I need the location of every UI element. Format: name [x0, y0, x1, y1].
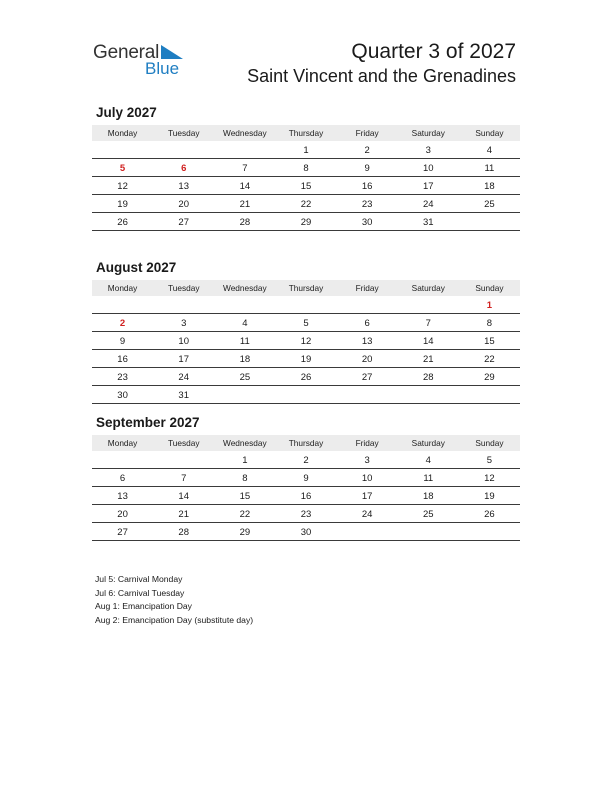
- page-title: Quarter 3 of 2027: [351, 40, 516, 63]
- day-cell: 16: [361, 181, 373, 192]
- week-row: [92, 213, 520, 231]
- day-cell: 21: [178, 509, 189, 520]
- day-cell: 9: [119, 336, 126, 347]
- day-cell: 7: [425, 318, 431, 329]
- day-cell: 26: [484, 509, 495, 520]
- week-row: [92, 386, 520, 404]
- day-cell: 1: [303, 145, 309, 156]
- month-september: [92, 414, 520, 541]
- weekday-label: Sunday: [475, 128, 504, 138]
- day-cell: 6: [364, 318, 370, 329]
- day-cell: 14: [239, 181, 251, 192]
- day-cell: 31: [178, 390, 189, 401]
- weekday-header-row: [92, 435, 520, 451]
- day-cell: 9: [364, 163, 370, 174]
- day-cell-empty: [214, 386, 275, 403]
- day-cell: 24: [178, 372, 189, 383]
- day-cell: 25: [239, 372, 251, 383]
- day-cell: 25: [484, 199, 495, 210]
- day-cell: 1: [242, 455, 248, 466]
- day-cell: 27: [117, 527, 128, 538]
- day-cell-empty: [92, 451, 153, 468]
- day-cell: 10: [422, 163, 434, 174]
- day-cell: 20: [178, 199, 189, 210]
- day-cell: 20: [361, 354, 373, 365]
- holiday-note: Jul 6: Carnival Tuesday: [95, 587, 185, 598]
- weekday-header-row: [92, 280, 520, 296]
- weekday-label: Tuesday: [167, 128, 200, 138]
- day-cell: 24: [361, 509, 373, 520]
- day-cell: 2: [119, 318, 126, 329]
- day-cell: 19: [300, 354, 312, 365]
- week-row: [92, 141, 520, 159]
- day-cell-empty: [337, 523, 398, 540]
- day-cell: 5: [119, 163, 126, 174]
- logo-triangle-icon: [161, 45, 183, 59]
- week-row: [92, 368, 520, 386]
- weekday-label: Sunday: [475, 438, 504, 448]
- holiday-note: Aug 1: Emancipation Day: [95, 601, 192, 612]
- day-cell: 30: [300, 527, 312, 538]
- page-subtitle: Saint Vincent and the Grenadines: [247, 66, 516, 86]
- day-cell: 29: [484, 372, 495, 383]
- day-cell: 31: [422, 217, 434, 228]
- day-cell: 15: [300, 181, 312, 192]
- day-cell: 12: [484, 473, 495, 484]
- day-cell-empty: [214, 141, 275, 158]
- day-cell-empty: [153, 141, 214, 158]
- day-cell: 28: [239, 217, 251, 228]
- weekday-label: Wednesday: [223, 438, 267, 448]
- week-row: [92, 487, 520, 505]
- day-cell: 18: [422, 491, 434, 502]
- day-cell: 15: [484, 336, 495, 347]
- weekday-label: Thursday: [288, 283, 324, 293]
- holiday-note: Aug 2: Emancipation Day (substitute day): [95, 614, 254, 625]
- day-cell: 29: [300, 217, 312, 228]
- day-cell: 12: [300, 336, 312, 347]
- day-cell: 28: [422, 372, 434, 383]
- day-cell: 6: [181, 163, 187, 174]
- day-cell: 22: [300, 199, 312, 210]
- day-cell: 4: [242, 318, 248, 329]
- week-row: [92, 451, 520, 469]
- day-cell: 29: [239, 527, 251, 538]
- day-cell: 6: [119, 473, 126, 484]
- day-cell: 28: [178, 527, 189, 538]
- week-row: [92, 350, 520, 368]
- week-row: [92, 177, 520, 195]
- month-august: [92, 259, 520, 404]
- day-cell: 4: [486, 145, 493, 156]
- day-cell: 9: [303, 473, 309, 484]
- day-cell-empty: [459, 523, 520, 540]
- day-cell-empty: [459, 213, 520, 230]
- day-cell-empty: [337, 386, 398, 403]
- day-cell: 15: [239, 491, 251, 502]
- day-cell-empty: [92, 141, 153, 158]
- day-cell: 13: [178, 181, 189, 192]
- day-cell: 8: [486, 318, 493, 329]
- weekday-label: Sunday: [475, 283, 504, 293]
- day-cell-empty: [275, 296, 336, 313]
- day-cell: 10: [361, 473, 373, 484]
- week-row: [92, 296, 520, 314]
- week-row: [92, 159, 520, 177]
- day-cell-empty: [214, 296, 275, 313]
- day-cell: 11: [484, 163, 495, 174]
- day-cell: 16: [300, 491, 312, 502]
- day-cell: 18: [239, 354, 251, 365]
- weekday-label: Monday: [107, 438, 138, 448]
- logo: [93, 42, 193, 78]
- weekday-label: Saturday: [411, 283, 445, 293]
- weekday-label: Saturday: [411, 128, 445, 138]
- day-cell-empty: [459, 386, 520, 403]
- weekday-header-row: [92, 125, 520, 141]
- logo-word-general: General: [93, 42, 160, 63]
- day-cell: 14: [178, 491, 189, 502]
- day-cell: 23: [361, 199, 373, 210]
- day-cell: 24: [422, 199, 434, 210]
- day-cell: 11: [423, 473, 434, 484]
- day-cell-empty: [92, 296, 153, 313]
- weekday-label: Tuesday: [167, 283, 200, 293]
- day-cell: 26: [300, 372, 312, 383]
- day-cell-empty: [398, 523, 459, 540]
- day-cell: 10: [178, 336, 189, 347]
- day-cell-empty: [153, 451, 214, 468]
- day-cell: 12: [117, 181, 128, 192]
- month-title: August 2027: [96, 260, 177, 275]
- day-cell: 13: [361, 336, 373, 347]
- weekday-label: Tuesday: [167, 438, 200, 448]
- week-row: [92, 523, 520, 541]
- day-cell: 3: [181, 318, 187, 329]
- day-cell: 21: [239, 199, 251, 210]
- month-title: September 2027: [96, 415, 200, 430]
- weekday-label: Monday: [107, 128, 138, 138]
- day-cell: 21: [422, 354, 434, 365]
- week-row: [92, 469, 520, 487]
- week-row: [92, 332, 520, 350]
- day-cell: 30: [361, 217, 373, 228]
- day-cell: 8: [303, 163, 309, 174]
- day-cell: 19: [484, 491, 495, 502]
- day-cell: 7: [242, 163, 248, 174]
- day-cell: 5: [486, 455, 493, 466]
- day-cell: 17: [361, 491, 373, 502]
- day-cell: 14: [422, 336, 434, 347]
- weekday-label: Thursday: [288, 128, 324, 138]
- day-cell: 3: [364, 455, 370, 466]
- weekday-label: Friday: [355, 128, 379, 138]
- holiday-note: Jul 5: Carnival Monday: [95, 574, 183, 584]
- day-cell: 20: [117, 509, 128, 520]
- day-cell: 23: [300, 509, 312, 520]
- day-cell: 23: [117, 372, 128, 383]
- day-cell: 5: [303, 318, 309, 329]
- weekday-label: Monday: [107, 283, 138, 293]
- day-cell: 2: [364, 145, 370, 156]
- logo-word-blue: Blue: [145, 59, 180, 78]
- weekday-label: Wednesday: [223, 128, 267, 138]
- day-cell: 11: [239, 336, 250, 347]
- day-cell: 4: [425, 455, 431, 466]
- day-cell: 19: [117, 199, 128, 210]
- day-cell: 2: [303, 455, 309, 466]
- week-row: [92, 505, 520, 523]
- week-row: [92, 314, 520, 332]
- day-cell: 7: [181, 473, 187, 484]
- weekday-label: Friday: [355, 283, 379, 293]
- day-cell: 26: [117, 217, 128, 228]
- weekday-label: Thursday: [288, 438, 324, 448]
- day-cell: 16: [117, 354, 128, 365]
- day-cell-empty: [153, 296, 214, 313]
- day-cell: 1: [486, 300, 493, 311]
- day-cell: 17: [178, 354, 189, 365]
- weekday-label: Friday: [355, 438, 379, 448]
- day-cell: 25: [422, 509, 434, 520]
- weekday-label: Saturday: [411, 438, 445, 448]
- day-cell: 13: [117, 491, 128, 502]
- day-cell: 17: [422, 181, 434, 192]
- day-cell: 22: [484, 354, 495, 365]
- day-cell: 27: [178, 217, 189, 228]
- holiday-notes: [95, 573, 253, 627]
- weekday-label: Wednesday: [223, 283, 267, 293]
- day-cell-empty: [398, 386, 459, 403]
- day-cell: 30: [117, 390, 128, 401]
- day-cell-empty: [337, 296, 398, 313]
- day-cell: 3: [425, 145, 431, 156]
- day-cell: 18: [484, 181, 495, 192]
- month-title: July 2027: [96, 105, 157, 120]
- day-cell-empty: [275, 386, 336, 403]
- day-cell: 27: [361, 372, 373, 383]
- day-cell-empty: [398, 296, 459, 313]
- month-july: [92, 104, 520, 231]
- day-cell: 8: [242, 473, 248, 484]
- day-cell: 22: [239, 509, 251, 520]
- week-row: [92, 195, 520, 213]
